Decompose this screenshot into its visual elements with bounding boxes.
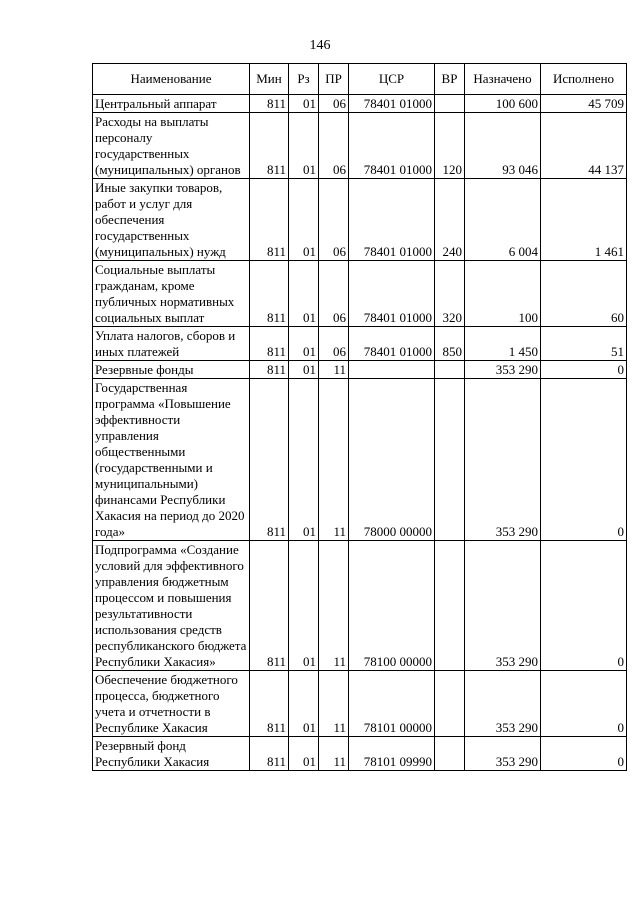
row-pr: 11	[319, 379, 349, 541]
row-pr: 11	[319, 737, 349, 771]
row-assigned: 353 290	[465, 541, 541, 671]
row-vr	[435, 95, 465, 113]
row-min: 811	[250, 737, 289, 771]
row-pr: 11	[319, 541, 349, 671]
table-row	[93, 361, 627, 379]
row-assigned: 1 450	[465, 327, 541, 361]
row-vr: 320	[435, 261, 465, 327]
header-csr: ЦСР	[349, 64, 435, 95]
row-min: 811	[250, 261, 289, 327]
row-vr: 850	[435, 327, 465, 361]
row-executed: 0	[541, 361, 627, 379]
row-executed: 0	[541, 541, 627, 671]
row-name: Иные закупки товаров, работ и услуг для обеспечения государственных (муниципальных) нужд	[93, 179, 250, 261]
row-csr: 78401 01000	[349, 95, 435, 113]
row-name: Обеспечение бюджетного процесса, бюджетного учета и отчетности в Республике Хакасия	[93, 671, 250, 737]
budget-table	[92, 63, 627, 771]
row-csr: 78401 01000	[349, 113, 435, 179]
table-row	[93, 95, 627, 113]
row-name: Резервный фонд Республики Хакасия	[93, 737, 250, 771]
header-min: Мин	[250, 64, 289, 95]
row-name: Подпрограмма «Создание условий для эффективного управления бюджетным процессом и повышения результативности использования средств республиканского бюджета Республики Хакасия»	[93, 541, 250, 671]
row-assigned: 6 004	[465, 179, 541, 261]
row-executed: 0	[541, 671, 627, 737]
row-assigned: 353 290	[465, 671, 541, 737]
row-pr: 06	[319, 327, 349, 361]
table-row	[93, 327, 627, 361]
row-pr: 06	[319, 113, 349, 179]
row-vr	[435, 737, 465, 771]
row-csr: 78000 00000	[349, 379, 435, 541]
table-row	[93, 737, 627, 771]
row-rz: 01	[289, 361, 319, 379]
row-executed: 60	[541, 261, 627, 327]
row-vr: 240	[435, 179, 465, 261]
row-name: Государственная программа «Повышение эффективности управления общественными (государственными и муниципальными) финансами Республики Хакасия на период до 2020 года»	[93, 379, 250, 541]
row-rz: 01	[289, 671, 319, 737]
row-assigned: 353 290	[465, 379, 541, 541]
row-name: Центральный аппарат	[93, 95, 250, 113]
row-assigned: 93 046	[465, 113, 541, 179]
table-header-row	[93, 64, 627, 95]
row-executed: 0	[541, 737, 627, 771]
table-row	[93, 379, 627, 541]
header-assigned: Назначено	[465, 64, 541, 95]
row-executed: 0	[541, 379, 627, 541]
row-vr	[435, 541, 465, 671]
row-rz: 01	[289, 737, 319, 771]
table-row	[93, 179, 627, 261]
row-csr: 78100 00000	[349, 541, 435, 671]
row-csr: 78401 01000	[349, 261, 435, 327]
header-name: Наименование	[93, 64, 250, 95]
header-vr: ВР	[435, 64, 465, 95]
row-name: Расходы на выплаты персоналу государственных (муниципальных) органов	[93, 113, 250, 179]
row-min: 811	[250, 541, 289, 671]
row-assigned: 353 290	[465, 361, 541, 379]
row-pr: 11	[319, 361, 349, 379]
table-row	[93, 671, 627, 737]
row-min: 811	[250, 379, 289, 541]
row-min: 811	[250, 179, 289, 261]
row-pr: 06	[319, 261, 349, 327]
row-rz: 01	[289, 327, 319, 361]
row-csr: 78401 01000	[349, 179, 435, 261]
row-rz: 01	[289, 113, 319, 179]
row-rz: 01	[289, 179, 319, 261]
row-rz: 01	[289, 95, 319, 113]
row-vr	[435, 671, 465, 737]
row-executed: 44 137	[541, 113, 627, 179]
row-pr: 11	[319, 671, 349, 737]
row-min: 811	[250, 113, 289, 179]
row-rz: 01	[289, 261, 319, 327]
header-rz: Рз	[289, 64, 319, 95]
table-row	[93, 261, 627, 327]
row-rz: 01	[289, 541, 319, 671]
row-executed: 51	[541, 327, 627, 361]
row-name: Уплата налогов, сборов и иных платежей	[93, 327, 250, 361]
row-pr: 06	[319, 95, 349, 113]
row-vr: 120	[435, 113, 465, 179]
header-executed: Исполнено	[541, 64, 627, 95]
row-min: 811	[250, 671, 289, 737]
row-csr	[349, 361, 435, 379]
row-executed: 1 461	[541, 179, 627, 261]
row-min: 811	[250, 361, 289, 379]
row-executed: 45 709	[541, 95, 627, 113]
row-assigned: 100	[465, 261, 541, 327]
row-min: 811	[250, 327, 289, 361]
header-pr: ПР	[319, 64, 349, 95]
row-assigned: 100 600	[465, 95, 541, 113]
row-assigned: 353 290	[465, 737, 541, 771]
row-pr: 06	[319, 179, 349, 261]
row-name: Резервные фонды	[93, 361, 250, 379]
row-vr	[435, 361, 465, 379]
table-row	[93, 541, 627, 671]
row-rz: 01	[289, 379, 319, 541]
row-vr	[435, 379, 465, 541]
table-row	[93, 113, 627, 179]
row-csr: 78101 09990	[349, 737, 435, 771]
row-csr: 78101 00000	[349, 671, 435, 737]
page-number: 146	[309, 38, 331, 53]
row-min: 811	[250, 95, 289, 113]
row-name: Социальные выплаты гражданам, кроме публичных нормативных социальных выплат	[93, 261, 250, 327]
row-csr: 78401 01000	[349, 327, 435, 361]
